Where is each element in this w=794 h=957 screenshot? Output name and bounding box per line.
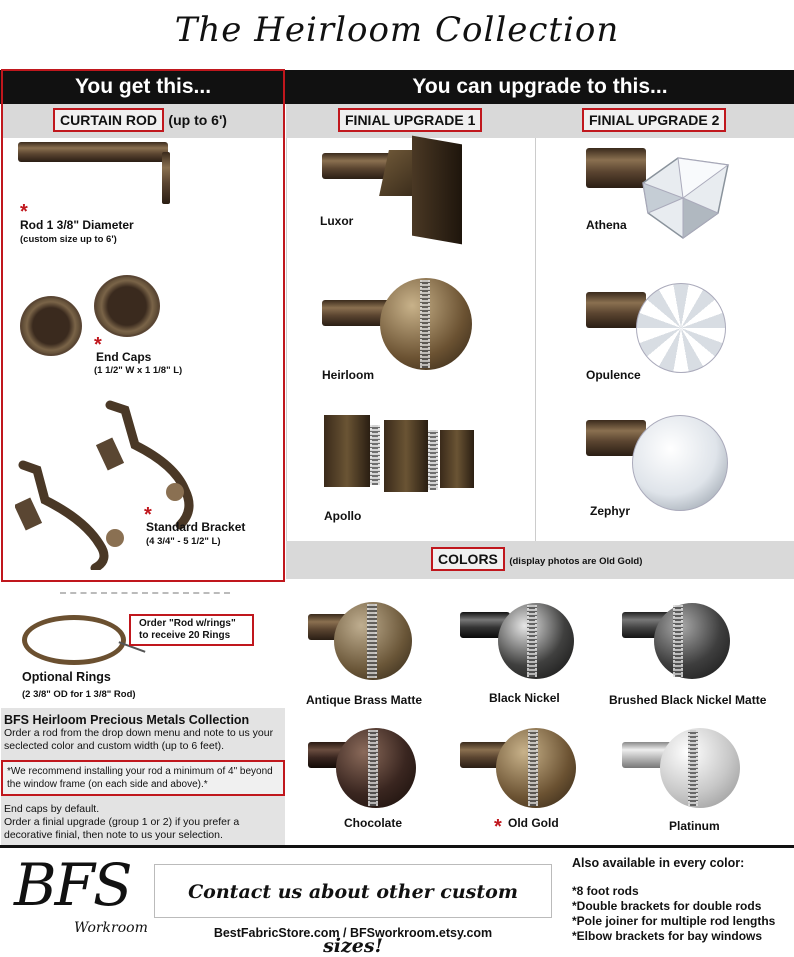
athena-crystal xyxy=(638,153,733,243)
colors-label: COLORS xyxy=(431,547,505,571)
rings-callout: Order "Rod w/rings" to receive 20 Rings xyxy=(129,614,254,646)
rings-label: Optional Rings xyxy=(22,670,111,684)
color-chocolate: Chocolate xyxy=(344,816,403,830)
luxor-rod xyxy=(322,153,392,179)
rod-end xyxy=(162,152,170,204)
bracket-label: Standard Bracket xyxy=(146,520,246,534)
end-caps-note: (1 1/2" W x 1 1/8" L) xyxy=(94,365,183,376)
finial-opulence-label: Opulence xyxy=(586,368,641,382)
platinum-band xyxy=(688,730,698,806)
rings-note: (2 3/8" OD for 1 3/8" Rod) xyxy=(22,689,136,700)
end-cap-image xyxy=(94,275,160,337)
rod-star: * xyxy=(20,201,28,223)
also-item: *8 foot rods xyxy=(572,884,639,898)
zephyr-crystal xyxy=(632,415,728,511)
contact-box: Contact us about other custom sizes! xyxy=(154,864,552,918)
chocolate-band xyxy=(368,730,378,806)
info-para1: Order a rod from the drop down menu and note to us your seclected color and custom width (up to 6 feet). xyxy=(4,727,274,752)
color-platinum: Platinum xyxy=(669,819,720,833)
end-cap-image xyxy=(20,296,82,356)
apollo-block xyxy=(440,430,474,488)
color-old-gold: Old Gold xyxy=(508,816,559,830)
right-header: You can upgrade to this... xyxy=(412,75,668,98)
rod-image xyxy=(18,142,168,162)
platinum-ball xyxy=(660,728,740,808)
also-item: *Elbow brackets for bay windows xyxy=(572,929,763,943)
page-title: The Heirloom Collection xyxy=(174,10,620,50)
finial-zephyr-label: Zephyr xyxy=(590,504,631,518)
finial-upgrade-2-heading xyxy=(582,108,726,132)
apollo-band xyxy=(370,425,380,485)
logo-sub: Workroom xyxy=(74,920,148,936)
info-para3: Order a finial upgrade (group 1 or 2) if you prefer a decorative finial, then note to us your selection. xyxy=(4,816,240,841)
ring-image xyxy=(22,615,126,665)
curtain-rod-label: CURTAIN ROD xyxy=(53,108,164,132)
footer-divider xyxy=(0,845,794,848)
antique-brass-band xyxy=(367,604,377,678)
curtain-rod-suffix: (up to 6') xyxy=(168,112,227,128)
also-heading: Also available in every color: xyxy=(572,856,745,870)
colors-note: (display photos are Old Gold) xyxy=(509,556,643,567)
separator xyxy=(60,592,230,594)
opulence-crystal xyxy=(636,283,726,373)
info-para2: End caps by default. xyxy=(4,803,100,815)
also-item: *Double brackets for double rods xyxy=(572,899,762,913)
also-list xyxy=(572,884,775,944)
end-caps-star: * xyxy=(94,334,102,356)
bfs-logo xyxy=(14,850,154,950)
finial-upgrade-2-label: FINIAL UPGRADE 2 xyxy=(582,108,726,132)
divider xyxy=(286,138,287,541)
apollo-band xyxy=(428,430,438,490)
color-black-nickel: Black Nickel xyxy=(489,691,560,705)
old-gold-band xyxy=(528,730,538,806)
old-gold-star: * xyxy=(494,816,502,838)
footer-sites: BestFabricStore.com / BFSworkroom.etsy.com xyxy=(213,926,493,940)
rod-note: (custom size up to 6') xyxy=(20,234,117,245)
heirloom-crystal-band xyxy=(420,280,430,368)
logo-main: BFS xyxy=(14,851,131,919)
apollo-block xyxy=(384,420,428,492)
rod-label: Rod 1 3/8" Diameter xyxy=(20,218,134,232)
colors-heading xyxy=(431,547,642,571)
divider xyxy=(535,138,536,541)
finial-luxor-label: Luxor xyxy=(320,214,354,228)
bracket-star: * xyxy=(144,504,152,526)
end-caps-label: End Caps xyxy=(96,350,152,364)
finial-upgrade-1-heading xyxy=(338,108,482,132)
finial-athena-label: Athena xyxy=(586,218,627,232)
apollo-block xyxy=(324,415,370,487)
color-brushed-black-nickel-matte: Brushed Black Nickel Matte xyxy=(609,693,767,707)
info-recommend: *We recommend installing your rod a minimum of 4" beyond the window frame (on each side and above).* xyxy=(1,760,285,796)
curtain-rod-heading xyxy=(53,108,227,132)
color-antique-brass-matte: Antique Brass Matte xyxy=(306,693,423,707)
black-nickel-band xyxy=(527,605,537,677)
bracket-note: (4 3/4" - 5 1/2" L) xyxy=(146,536,221,547)
luxor-finial-top xyxy=(412,136,462,245)
bbn-band xyxy=(673,605,683,677)
left-header: You get this... xyxy=(74,75,212,98)
finial-apollo-label: Apollo xyxy=(324,509,362,523)
finial-upgrade-1-label: FINIAL UPGRADE 1 xyxy=(338,108,482,132)
finial-heirloom-label: Heirloom xyxy=(322,368,375,382)
info-heading: BFS Heirloom Precious Metals Collection xyxy=(4,713,250,727)
athena-rod xyxy=(586,148,646,188)
also-item: *Pole joiner for multiple rod lengths xyxy=(572,914,776,928)
bbn-ball xyxy=(654,603,730,679)
